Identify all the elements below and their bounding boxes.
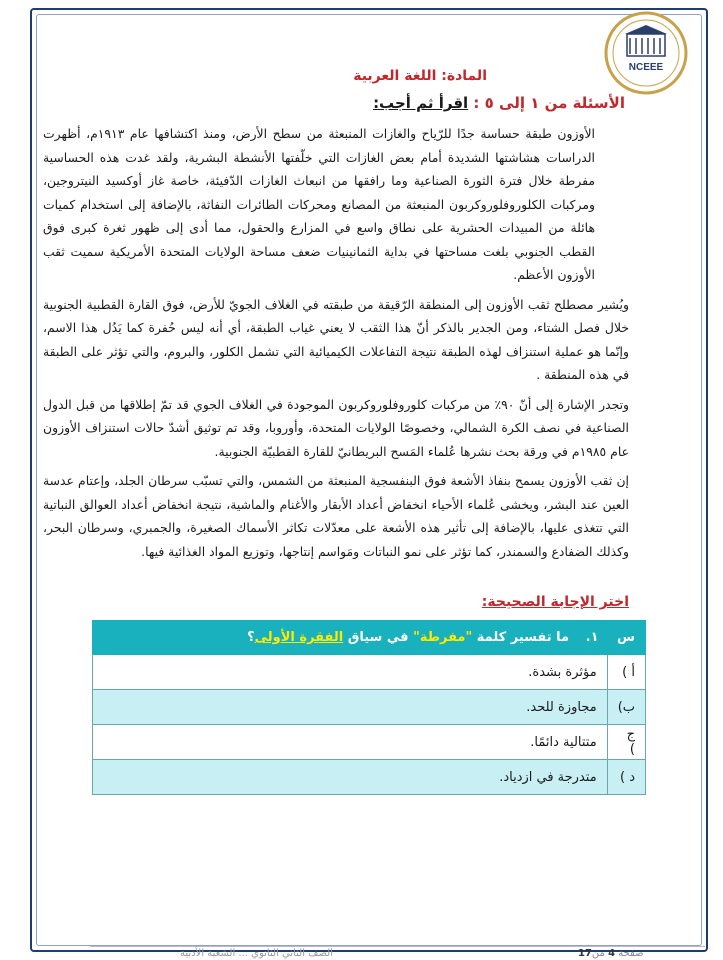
question-number: ١. [585,630,599,645]
option-letter: ب) [607,690,645,725]
option-text[interactable]: مجاوزة للحد. [93,690,608,725]
question-paragraph-ref: الفقرة الأولى [254,630,344,645]
passage-paragraph: إن ثقب الأوزون يسمح بنفاذ الأشعة فوق البنفسجية المنبعثة من الشمس، والتي تسبّب سرطان الجلد، وإعتام عدسة العين عند البشر، ويخشى عُلماء الأحياء انخفاض أعداد الأبقار والأغنام والماشية، نتيجة انخفاض أعداد العوالق النباتية التي تتغذى عليها، بالإضافة إلى تأثير هذه الأشعة على معدّلات تكاثر الأسماك الصغيرة، والجمبري، وسرطان البحر، وكذلك الضفادع والسمندر، كما تؤثر على نمو النباتات ومَواسم إنتاجها، وتوزيع المواد الغذائية فيها. [43,473,629,559]
page-number: 4 [608,948,616,959]
answer-option[interactable] [93,690,646,725]
option-text[interactable]: مؤثرة بشدة. [93,655,608,690]
svg-text:NCEEE: NCEEE [628,62,664,73]
passage-paragraph: وتجدر الإشارة إلى أنّ ٩٠٪ من مركبات كلوروفلوروكربون الموجودة في الغلاف الجوي قد تمّ إطلاقها من قبل الدول الصناعية في نصف الكرة الشمالي، وخصوصًا الولايات المتحدة، وأوروبا، وقد تم توثيق أشدّ حالات استنزاف الأوزون عام ١٩٨٥م في ورقة بحث نشرها عُلماء المَسح البريطانيّ للقارة القطبيّة الجنوبية. [43,396,630,459]
passage-paragraph: الأوزون طبقة حساسة جدًا للرّياح والغازات المنبعثة من سطح الأرض، ومنذ اكتشافها عام ١٩١٣م، أظهرت الدراسات هشاشتها الشديدة أمام بعض الغازات التي خلّفتها الأنشطة البشرية، ولقد غدت هذه الحساسية مفرطة خلال فترة الثورة الصناعية وما رافقها من انبعاث الغازات الدّفيئة، خاصة غاز أوكسيد النيتروجين، ومركبات الكلوروفلوروكربون المنبعثة من المصانع ومحركات الطائرات النفاثة، بالإضافة إلى استخدام كميات هائلة من المبيدات الحشرية على نطاق واسع في المزارع والحقول، مما أدى إلى ظهور ثغرة كبرى فوق القطب الجنوبي بلغت مساحتها في بداية الثمانينيات ضعف مساحة الولايات المتحدة الأمريكية سميت ثقب الأوزون الأعظم. [43,126,595,282]
subject-title: المادة: اللغة العربية [353,68,487,84]
of-label: من [591,948,605,959]
nceee-logo [603,10,689,96]
question-table [92,620,646,795]
option-letter: أ ) [607,655,645,690]
question-cell [93,621,646,655]
question-row [93,621,646,655]
answer-option[interactable] [93,760,646,795]
section-heading-instruction: اقرأ ثم أجب: [373,94,469,112]
option-letter: ج ) [607,725,645,760]
answer-option[interactable] [93,725,646,760]
section-heading [373,94,625,112]
choose-heading: اختر الإجابة الصحيحة: [481,594,629,610]
footer-divider [90,946,705,947]
question-text-mid: في سياق [347,630,409,645]
question-text-start: ما تفسير كلمة [476,630,570,645]
page-footer [0,940,723,960]
page-total: 17 [578,948,592,959]
question-mark: ؟ [247,630,255,645]
page-counter [578,948,644,959]
option-text[interactable]: متدرجة في ازدياد. [93,760,608,795]
section-heading-range: الأسئلة من ١ إلى ٥ : [473,94,625,112]
option-letter: د ) [607,760,645,795]
answer-option[interactable] [93,655,646,690]
question-keyword: "مفرطة" [413,630,473,645]
question-label: س [617,630,635,645]
passage-paragraph: ويُشير مصطلح ثقب الأوزون إلى المنطقة الرّقيقة من طبقته في الغلاف الجويّ للأرض، فوق القارة القطبية الجنوبية خلال فصل الشتاء، ومن الجدير بالذكر أنّ هذا الثقب لا يعني غياب الطبقة، أي أنه ليس حُفرة كما يَدُل هذا الاسم، وإنّما هو عملية استنزاف لهذه الطبقة نتيجة التفاعلات الكيميائية التي تشمل الكلور، والبروم، والتي تؤثر على الطبقة في هذه المنطقة . [43,296,629,382]
grade-label: الصف الثاني الثانوي ... الشعبة الأدبية [180,948,333,959]
page-label: صفحة [618,948,644,959]
option-text[interactable]: متتالية دائمًا. [93,725,608,760]
reading-passage [43,122,629,563]
